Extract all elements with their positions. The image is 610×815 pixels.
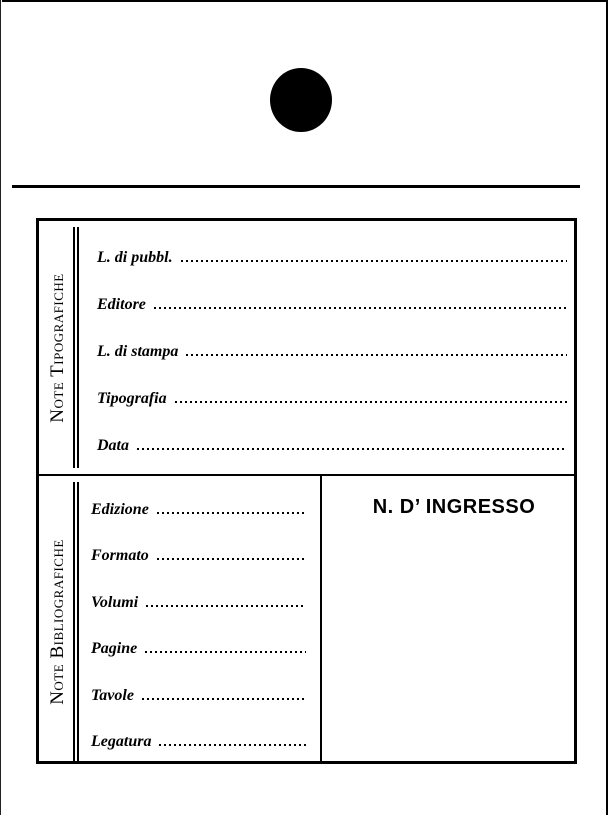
field-tipografia[interactable] xyxy=(97,390,567,408)
tag-right-edge xyxy=(606,0,608,815)
dotted-line xyxy=(137,448,567,450)
dotted-line xyxy=(186,354,567,356)
field-label: Editore xyxy=(97,296,146,313)
field-tavole[interactable] xyxy=(91,687,306,705)
dotted-line xyxy=(142,698,306,700)
vertical-rule xyxy=(77,227,79,468)
vertical-rule xyxy=(73,482,75,761)
dotted-line xyxy=(175,401,567,403)
field-label: Tavole xyxy=(91,687,134,704)
fold-line xyxy=(12,185,580,188)
field-label: L. di pubbl. xyxy=(97,249,173,266)
dotted-line xyxy=(154,307,567,309)
section-divider xyxy=(39,474,574,476)
tag-top-edge xyxy=(2,0,608,2)
field-editore[interactable] xyxy=(97,296,567,314)
dotted-line xyxy=(181,260,567,262)
numero-ingresso-label: N. D’ INGRESSO xyxy=(372,496,536,518)
field-label: Edizione xyxy=(91,501,149,518)
dotted-line xyxy=(157,558,306,560)
field-label: Data xyxy=(97,437,129,454)
punch-hole xyxy=(270,68,332,132)
dotted-line xyxy=(157,512,306,514)
column-divider xyxy=(320,476,322,761)
field-legatura[interactable] xyxy=(91,733,306,751)
field-pagine[interactable] xyxy=(91,640,306,658)
field-data[interactable] xyxy=(97,437,567,455)
field-label: Legatura xyxy=(91,733,152,750)
catalog-card xyxy=(36,218,577,764)
field-label: L. di stampa xyxy=(97,343,179,360)
note-tipografiche-label: Note Tipografiche xyxy=(47,272,68,423)
field-edizione[interactable] xyxy=(91,501,306,519)
vertical-rule xyxy=(77,482,79,761)
field-volumi[interactable] xyxy=(91,594,306,612)
note-tipografiche-label-column xyxy=(39,221,77,474)
field-label: Volumi xyxy=(91,594,139,611)
field-luogo-pubblicazione[interactable] xyxy=(97,249,567,267)
dotted-line xyxy=(159,744,306,746)
note-bibliografiche-label: Note Bibliografiche xyxy=(47,538,68,705)
field-label: Tipografia xyxy=(97,390,167,407)
tag-left-edge xyxy=(0,0,1,815)
note-bibliografiche-label-column xyxy=(39,476,77,767)
field-label: Formato xyxy=(91,547,149,564)
field-luogo-stampa[interactable] xyxy=(97,343,567,361)
vertical-rule xyxy=(73,227,75,468)
dotted-line xyxy=(145,651,306,653)
dotted-line xyxy=(146,605,306,607)
field-formato[interactable] xyxy=(91,547,306,565)
field-label: Pagine xyxy=(91,640,138,657)
